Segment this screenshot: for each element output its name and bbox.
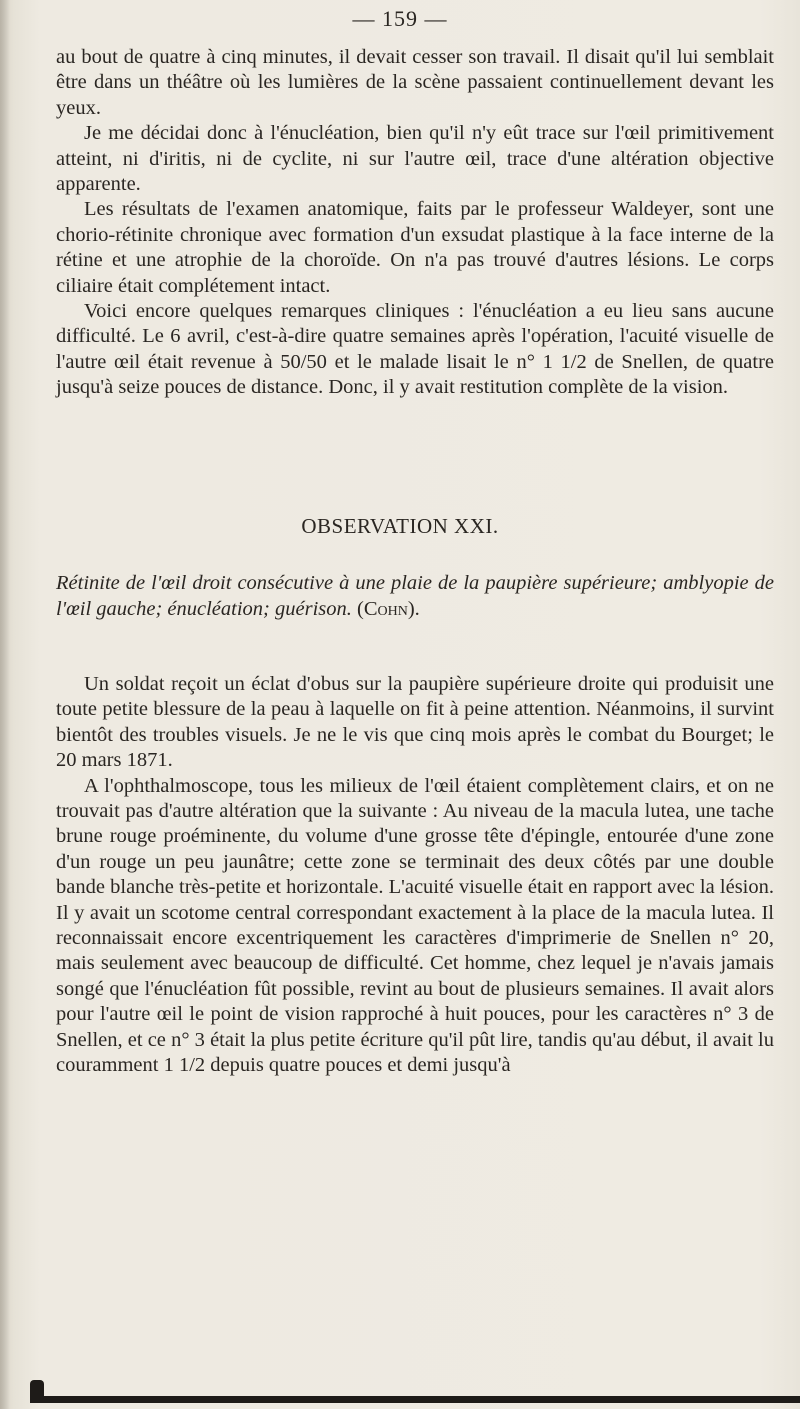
paragraph: Un soldat reçoit un éclat d'obus sur la paupière supérieure droite qui produisit une toute petite blessure de la peau à laquelle on fit à peine attention. Néanmoins, il survint bientôt des troubles visuels. Je ne le vis que cinq mois après le combat du Bourget; le 20 mars 1871.: [56, 673, 774, 772]
binding-shadow: [0, 0, 10, 1409]
observation-title-text: Rétinite de l'œil droit consécutive à une plaie de la paupière supérieure; amblyopie de l'œil gauche; énucléation; guérison.: [56, 572, 774, 620]
observation-heading: OBSERVATION XXI.: [301, 514, 499, 538]
paragraph: A l'ophthalmoscope, tous les milieux de l'œil étaient complètement clairs, et on ne trouvait pas d'autre altération que la suivante : Au niveau de la macula lutea, une tache brune rouge proéminente, du volume d'une grosse tête d'épingle, entourée d'une zone d'un rouge un peu jaunâtre; cette zone se terminait des deux côtés par une double bande blanche très-petite et horizontale. L'acuité visuelle était en rapport avec la lésion. Il y avait un scotome central correspondant exactement à la place de la macula lutea. Il reconnaissait encore excentriquement les caractères d'imprimerie de Snellen n° 20, mais seulement avec beaucoup de difficulté. Cet homme, chez lequel je n'avais jamais songé que l'énucléation fût possible, revint au bout de plusieurs semaines. Il avait alors pour l'autre œil le point de vision rapproché à huit pouces, pour les caractères n° 3 de Snellen, et ce n° 3 était la plus petite écriture qu'il pût lire, tandis qu'au début, il avait lu couramment 1 1/2 depuis quatre pouces et demi jusqu'à: [56, 774, 774, 1077]
paragraph: au bout de quatre à cinq minutes, il devait cesser son travail. Il disait qu'il lui semblait être dans un théâtre où les lumières de la scène passaient continuellement devant les yeux.: [56, 46, 774, 119]
paragraph: Voici encore quelques remarques cliniques : l'énucléation a eu lieu sans aucune difficulté. Le 6 avril, c'est-à-dire quatre semaines après l'opération, l'acuité visuelle de l'autre œil était revenue à 50/50 et le malade lisait le n° 1 1/2 de Snellen, de quatre jusqu'à seize pouces de distance. Donc, il y avait restitution complète de la vision.: [56, 300, 774, 399]
paragraph: Je me décidai donc à l'énucléation, bien qu'il n'y eût trace sur l'œil primitivement atteint, ni d'iritis, ni de cyclite, ni sur l'autre œil, trace d'une altération objective apparente.: [56, 122, 774, 196]
observation-author: (Cohn).: [357, 598, 420, 620]
page-bottom-edge: [30, 1396, 800, 1403]
page-number: — 159 —: [352, 6, 448, 31]
bottom-text-block: [56, 672, 774, 1079]
paragraph: Les résultats de l'examen anatomique, faits par le professeur Waldeyer, sont une chorio-rétinite chronique avec formation d'un exsudat plastique à la face interne de la rétine et une atrophie de la choroïde. On n'a pas trouvé d'autres lésions. Le corps ciliaire était complétement intact.: [56, 198, 774, 297]
top-text-block: [56, 45, 774, 401]
observation-title: [56, 570, 774, 622]
